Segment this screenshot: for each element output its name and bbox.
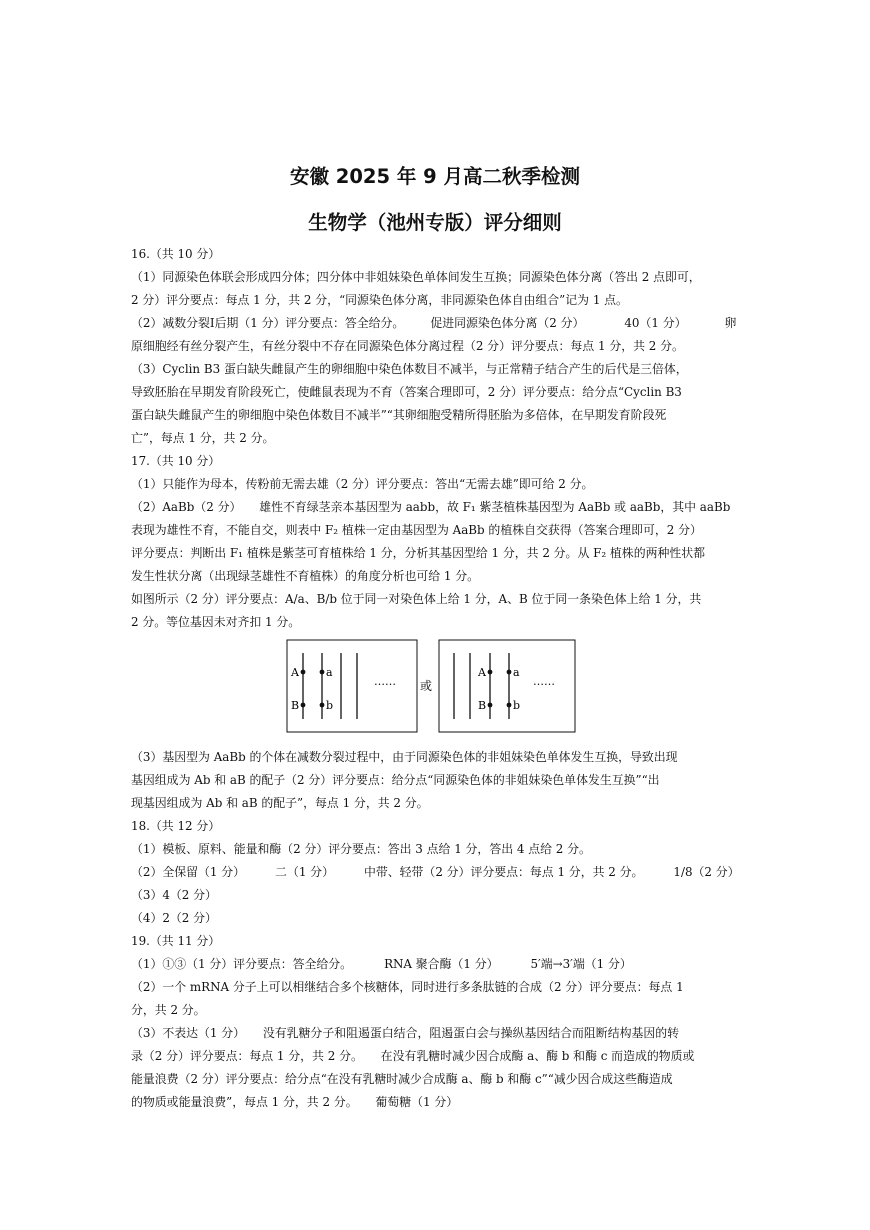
q16-heading: 16.（共 10 分）	[131, 247, 221, 261]
right-label-A: A	[478, 666, 486, 679]
right-label-a: a	[513, 666, 520, 679]
q18-heading: 18.（共 12 分）	[131, 819, 221, 833]
left-ellipsis: ……	[374, 675, 396, 688]
q17-p3-line3: 现基因组成为 Ab 和 aB 的配子”，每点 1 分，共 2 分。	[131, 796, 429, 810]
q17-p2-line6: 2 分。等位基因未对齐扣 1 分。	[131, 615, 301, 629]
q17-p2-line5: 如图所示（2 分）评分要点：A/a、B/b 位于同一对染色体上给 1 分，A、B 位于同一条染色体上给 1 分，共	[131, 592, 702, 606]
q18-p2-part-c: 中带、轻带（2 分）评分要点：每点 1 分，共 2 分。	[363, 865, 644, 879]
left-gene-b-dot	[320, 703, 325, 708]
left-label-a: a	[326, 666, 333, 679]
q16-p3-line4: 亡”，每点 1 分，共 2 分。	[131, 431, 275, 445]
left-label-A: A	[291, 666, 299, 679]
q17-p3-line2: 基因组成为 Ab 和 aB 的配子（2 分）评分要点：给分点“同源染色体的非姐妹染色单体发生互换”“出	[131, 773, 660, 787]
q19-p1-part-b: RNA 聚合酶（1 分）	[384, 957, 499, 971]
q19-p3-line2: 录（2 分）评分要点：每点 1 分，共 2 分。 在没有乳糖时减少因合成酶 a、酶 b 和酶 c 而造成的物质或	[131, 1049, 695, 1063]
q18-p3: （3）4（2 分）	[131, 888, 217, 902]
q18-p2-part-d: 1/8（2 分）	[673, 865, 740, 879]
left-gene-B-dot	[301, 703, 306, 708]
q16-p1-line2: 2 分）评分要点：每点 1 分，共 2 分，“同源染色体分离，非同源染色体自由组合”记为 1 点。	[131, 293, 628, 307]
q19-p2-line1: （2）一个 mRNA 分子上可以相继结合多个核糖体，同时进行多条肽链的合成（2 分）评分要点：每点 1	[131, 980, 684, 994]
left-label-b: b	[326, 699, 334, 712]
q19-heading: 19.（共 11 分）	[131, 934, 221, 948]
q16-p2-line1	[131, 312, 739, 335]
q19-p2-line2: 分，共 2 分。	[131, 1003, 206, 1017]
document-body	[131, 243, 739, 1114]
q19-p1-part-a: （1）①③（1 分）评分要点：答全给分。	[131, 957, 353, 971]
q16-p2-line2: 原细胞经有丝分裂产生，有丝分裂中不存在同源染色体分离过程（2 分）评分要点：每点 1 分，共 2 分。	[131, 339, 684, 353]
q17-p2-line4: 发生性状分离（出现绿茎雄性不育植株）的角度分析也可给 1 分。	[131, 569, 480, 583]
chromosome-diagram	[131, 634, 739, 746]
q19-p3-line4: 的物质或能量浪费”，每点 1 分，共 2 分。 葡萄糖（1 分）	[131, 1095, 459, 1109]
left-label-B: B	[291, 699, 300, 712]
chromosome-figure-svg	[286, 639, 586, 735]
q17-heading: 17.（共 10 分）	[131, 454, 221, 468]
q18-p2-part-a: （2）全保留（1 分）	[131, 865, 246, 879]
q19-p1-part-c: 5′端→3′端（1 分）	[530, 957, 632, 971]
q18-p1: （1）模板、原料、能量和酶（2 分）评分要点：答出 3 点给 1 分，答出 4 点给 2 分。	[131, 842, 591, 856]
q17-p1: （1）只能作为母本，传粉前无需去雄（2 分）评分要点：答出“无需去雄”即可给 2 分。	[131, 477, 594, 491]
q19-p1	[131, 953, 739, 976]
left-gene-A-dot	[301, 670, 306, 675]
q17-p2-line3: 评分要点：判断出 F₁ 植株是紫茎可育植株给 1 分，分析其基因型给 1 分，共 2 分。从 F₂ 植株的两种性状都	[131, 546, 706, 560]
right-gene-B-dot	[488, 703, 493, 708]
right-gene-b-dot	[507, 703, 512, 708]
q16-p1-line1: （1）同源染色体联会形成四分体；四分体中非姐妹染色单体间发生互换；同源染色体分离（答出 2 点即可，	[131, 270, 701, 284]
or-label: 或	[420, 679, 433, 693]
q19-p3-line3: 能量浪费（2 分）评分要点：给分点“在没有乳糖时减少合成酶 a、酶 b 和酶 c”“减少因合成这些酶造成	[131, 1072, 673, 1086]
q18-p4: （4）2（2 分）	[131, 911, 217, 925]
q16-p3-line3: 蛋白缺失雌鼠产生的卵细胞中染色体数目不减半”“其卵细胞受精所得胚胎为多倍体，在早期发育阶段死	[131, 408, 667, 422]
q18-p2	[131, 861, 739, 884]
q19-p3-line1: （3）不表达（1 分） 没有乳糖分子和阻遏蛋白结合，阻遏蛋白会与操纵基因结合而阻断结构基因的转	[131, 1026, 680, 1040]
left-gene-a-dot	[320, 670, 325, 675]
q18-p2-part-b: 二（1 分）	[275, 865, 334, 879]
q17-p2-line2: 表现为雄性不育，不能自交，则表中 F₂ 植株一定由基因型为 AaBb 的植株自交获得（答案合理即可，2 分）	[131, 523, 702, 537]
q16-p3-line2: 导致胚胎在早期发育阶段死亡，使雌鼠表现为不育（答案合理即可，2 分）评分要点：给分点“Cyclin B3	[131, 385, 682, 399]
q16-p3-line1: （3）Cyclin B3 蛋白缺失雌鼠产生的卵细胞中染色体数目不减半，与正常精子结合产生的后代是三倍体，	[131, 362, 688, 376]
document-title: 安徽 2025 年 9 月高二秋季检测	[290, 165, 580, 188]
q16-p2-part-b: 促进同源染色体分离（2 分）	[430, 316, 585, 330]
q16-p2-part-d: 卵	[724, 316, 737, 330]
right-gene-a-dot	[507, 670, 512, 675]
right-gene-A-dot	[488, 670, 493, 675]
right-label-b: b	[513, 699, 521, 712]
document-subtitle: 生物学（池州专版）评分细则	[308, 211, 562, 234]
q16-p2-part-c: 40（1 分）	[624, 316, 687, 330]
right-ellipsis: ……	[533, 675, 555, 688]
q17-p3-line1: （3）基因型为 AaBb 的个体在减数分裂过程中，由于同源染色体的非姐妹染色单体发生互换，导致出现	[131, 750, 678, 764]
q16-p2-part-a: （2）减数分裂Ⅰ后期（1 分）评分要点：答全给分。	[131, 316, 405, 330]
left-figure-box	[287, 640, 417, 732]
q17-p2-line1: （2）AaBb（2 分） 雄性不育绿茎亲本基因型为 aabb，故 F₁ 紫茎植株基因型为 AaBb 或 aaBb，其中 aaBb	[131, 500, 731, 514]
right-label-B: B	[478, 699, 487, 712]
